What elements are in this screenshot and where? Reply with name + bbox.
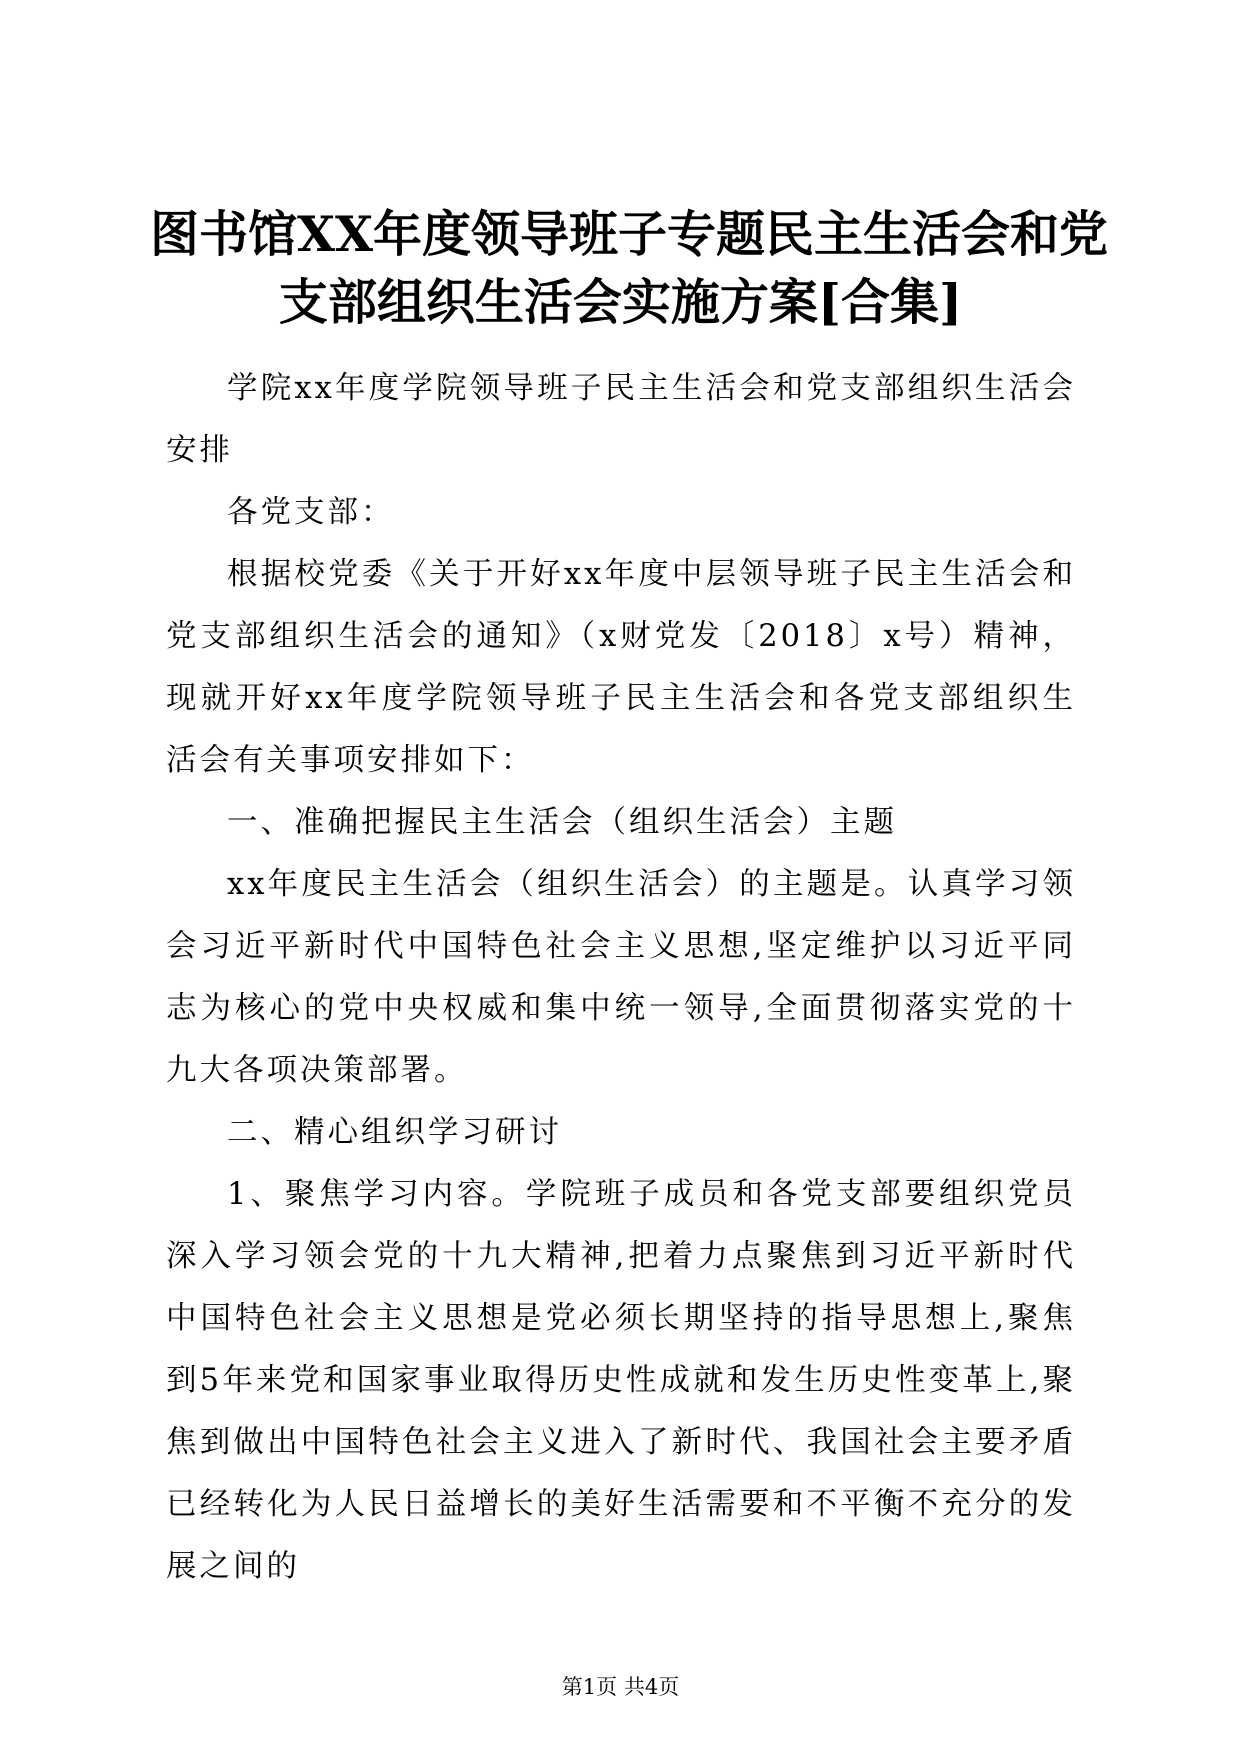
page-footer: 第1页 共4页 [561, 1675, 680, 1699]
paragraph-salutation: 各党支部： [227, 495, 395, 530]
paragraph-introduction: 根据校党委《关于开好xx年度中层领导班子民主生活会和党支部组织生活会的通知》（x财党发〔2018〕x号）精神，现就开好xx年度学院领导班子民主生活会和各党支部组织生活会有关事项安排如下： [166, 557, 1076, 778]
paragraph-arrangement-heading: 学院xx年度学院领导班子民主生活会和党支部组织生活会安排 [166, 371, 1076, 468]
title-line-2: 支部组织生活会实施方案[合集] [278, 273, 963, 331]
title-line-1: 图书馆XX年度领导班子专题民主生活会和党 [150, 205, 1109, 263]
paragraph-theme: xx年度民主生活会（组织生活会）的主题是。认真学习领会习近平新时代中国特色社会主义思想,坚定维护以习近平同志为核心的党中央权威和集中统一领导,全面贯彻落实党的十九大各项决策部署。 [166, 867, 1076, 1088]
document-body [166, 358, 1076, 1598]
document-title [150, 200, 1109, 336]
section-heading-1: 一、准确把握民主生活会（组织生活会）主题 [227, 805, 897, 840]
paragraph-study-content: 1、聚焦学习内容。学院班子成员和各党支部要组织党员深入学习领会党的十九大精神,把着力点聚焦到习近平新时代中国特色社会主义思想是党必须长期坚持的指导思想上,聚焦到5年来党和国家事业取得历史性成就和发生历史性变革上,聚焦到做出中国特色社会主义进入了新时代、我国社会主要矛盾已经转化为人民日益增长的美好生活需要和不平衡不充分的发展之间的 [166, 1177, 1076, 1584]
section-heading-2: 二、精心组织学习研讨 [227, 1115, 562, 1150]
